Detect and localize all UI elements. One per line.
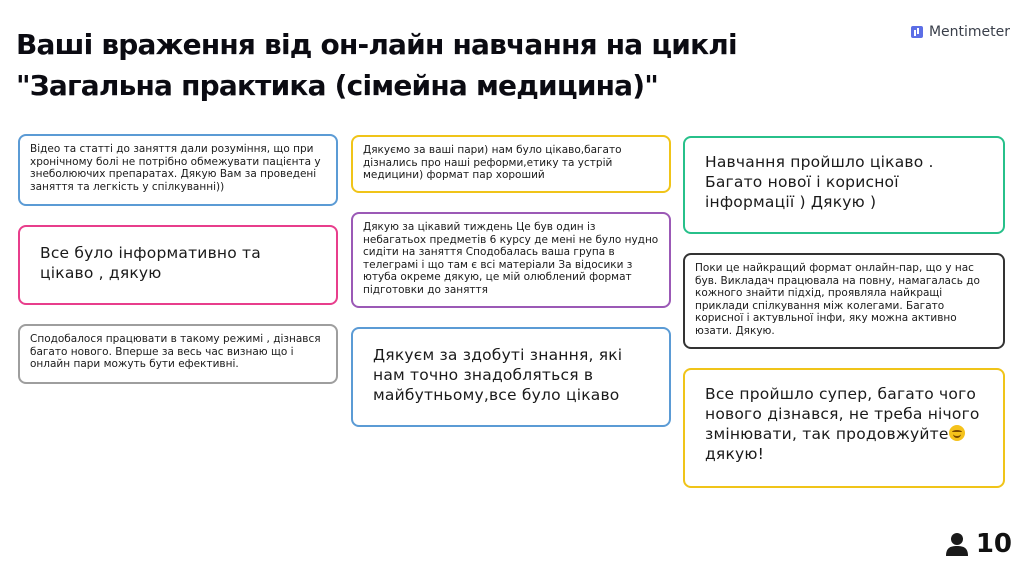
- smiling-face-emoji-icon: [949, 425, 965, 441]
- brand-name: Mentimeter: [928, 24, 1010, 40]
- response-card-7: [683, 136, 1005, 234]
- response-text: Поки це найкращий формат онлайн-пар, що у нас був. Викладач працювала на повну, намагалась до кожного знайти підхід, проявляла найкращі приклади спілкування між колегами. Багато корисної і актувльної інфи, яку можна активно юзати. Дякую.: [695, 262, 980, 337]
- participants-counter: [944, 529, 1012, 559]
- response-text: Відео та статті до заняття дали розуміння, що при хронічному болі не потрібно обмежувати пацієнта у знеболюючих препаратах. Дякую Вам за проведені заняття та легкість у спілкуванні)): [30, 143, 321, 193]
- person-icon: [944, 531, 970, 557]
- response-card-2: [18, 225, 338, 305]
- response-text: Дякуємо за ваші пари) нам було цікаво,багато дізнались про наші реформи,етику та устрій медицини) формат пар хороший: [363, 144, 622, 181]
- title-line-1: Ваші враження від он-лайн навчання на циклі: [16, 28, 737, 61]
- mentimeter-logo-icon: [911, 26, 923, 38]
- response-card-5: [351, 212, 671, 308]
- participant-count: 10: [975, 529, 1012, 559]
- response-text: Все було інформативно та цікаво , дякую: [40, 244, 261, 282]
- title-line-2: "Загальна практика (сімейна медицина)": [16, 69, 659, 102]
- response-text: Дякую за цікавий тиждень Це був один із небагатьох предметів 6 курсу де мені не було нудно сидіти на заняття Сподобалась ваша група в телеграмі і що там є всі матеріали За відосики з ютуба окреме дякую, це мій олюблений формат підготовки до заняття: [363, 221, 659, 296]
- response-text: Навчання пройшло цікаво . Багато нової і корисної інформації ) Дякую ): [705, 153, 934, 211]
- mentimeter-brand: [911, 22, 1010, 42]
- response-text-after: дякую!: [705, 445, 765, 463]
- response-card-3: [18, 324, 338, 384]
- response-card-9: [683, 368, 1005, 488]
- response-text: Дякуєм за здобуті знання, які нам точно знадобляться в майбутньому,все було цікаво: [373, 346, 623, 404]
- response-card-6: [351, 327, 671, 427]
- response-card-8: [683, 253, 1005, 349]
- response-card-4: [351, 135, 671, 193]
- response-text-before: Все пройшло супер, багато чого нового дізнався, не треба нічого змінювати, так продовжуйте: [705, 385, 980, 443]
- page-title: [16, 24, 876, 106]
- response-text: Сподобалося працювати в такому режимі , дізнався багато нового. Вперше за весь час визнаю що і онлайн пари можуть бути ефективні.: [30, 333, 321, 370]
- response-card-1: [18, 134, 338, 206]
